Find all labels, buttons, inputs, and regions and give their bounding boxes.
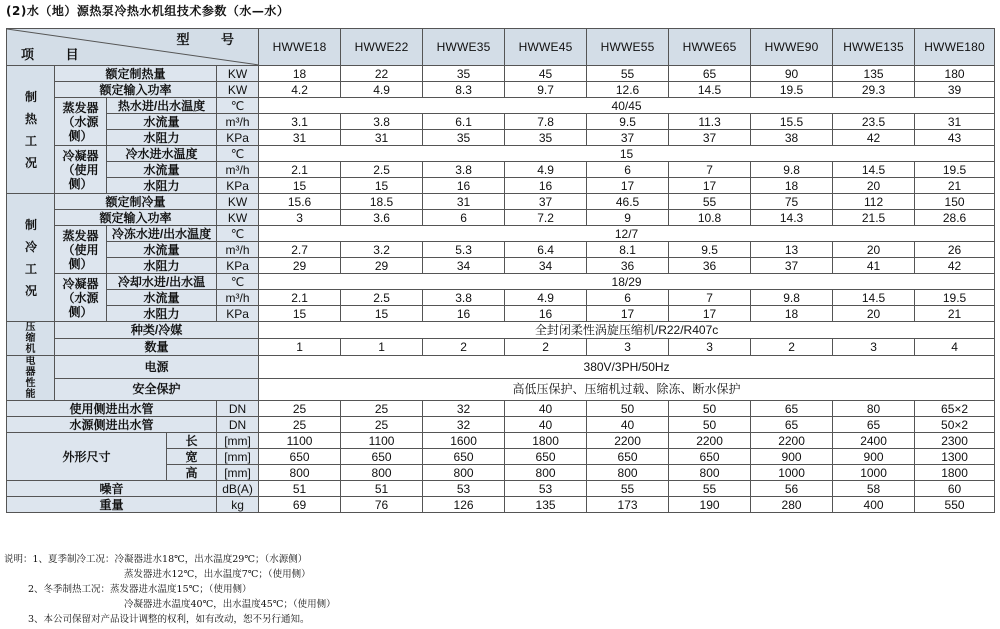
value-cell: 173 [587, 497, 669, 513]
value-cell: 17 [669, 306, 751, 322]
value-cell: 31 [915, 114, 995, 130]
value-cell: 2300 [915, 433, 995, 449]
row-label: 使用侧进出水管 [7, 401, 217, 417]
value-cell: 3.8 [341, 114, 423, 130]
value-cell: 900 [751, 449, 833, 465]
row-label: 高 [167, 465, 217, 481]
table-row [7, 417, 995, 433]
value-cell: 550 [915, 497, 995, 513]
row-label: 外形尺寸 [7, 433, 167, 481]
value-cell: 14.3 [751, 210, 833, 226]
value-cell: 2 [751, 339, 833, 356]
cool-rated-row [7, 194, 995, 210]
unit-cell: [mm] [217, 449, 259, 465]
row-label: 水流量 [107, 290, 217, 306]
value-cell: 1800 [915, 465, 995, 481]
value-cell: 3 [259, 210, 341, 226]
value-cell: 18 [751, 178, 833, 194]
model-header: HWWE35 [423, 29, 505, 66]
value-cell: 2.5 [341, 162, 423, 178]
value-cell: 3.8 [423, 290, 505, 306]
unit-cell: KW [217, 66, 259, 82]
span-value-cell: 高低压保护、压缩机过载、除冻、断水保护 [259, 378, 995, 401]
table-row [7, 98, 995, 114]
value-cell: 126 [423, 497, 505, 513]
value-cell: 69 [259, 497, 341, 513]
value-cell: 18 [259, 66, 341, 82]
value-cell: 53 [423, 481, 505, 497]
value-cell: 75 [751, 194, 833, 210]
model-header: HWWE55 [587, 29, 669, 66]
table-row [7, 339, 995, 356]
notes [4, 552, 336, 627]
value-cell: 135 [505, 497, 587, 513]
table-row [7, 497, 995, 513]
value-cell: 190 [669, 497, 751, 513]
row-label: 水流量 [107, 114, 217, 130]
value-cell: 25 [341, 417, 423, 433]
value-cell: 32 [423, 401, 505, 417]
value-cell: 800 [505, 465, 587, 481]
value-cell: 40 [505, 401, 587, 417]
value-cell: 35 [423, 130, 505, 146]
unit-cell: m³/h [217, 290, 259, 306]
table-row [7, 130, 995, 146]
unit-cell: KPa [217, 258, 259, 274]
value-cell: 29.3 [833, 82, 915, 98]
table-row [7, 306, 995, 322]
table-row [7, 178, 995, 194]
value-cell: 16 [423, 178, 505, 194]
heat-power-row [7, 82, 995, 98]
value-cell: 55 [587, 66, 669, 82]
table-row [7, 258, 995, 274]
table-row [7, 378, 995, 401]
value-cell: 17 [587, 306, 669, 322]
unit-cell: ℃ [217, 98, 259, 114]
value-cell: 1600 [423, 433, 505, 449]
value-cell: 9 [587, 210, 669, 226]
value-cell: 6 [423, 210, 505, 226]
value-cell: 180 [915, 66, 995, 82]
value-cell: 8.1 [587, 242, 669, 258]
row-label: 噪音 [7, 481, 217, 497]
table-row [7, 242, 995, 258]
unit-cell: [mm] [217, 465, 259, 481]
note-1a: 说明：1、夏季制冷工况：冷凝器进水18℃，出水温度29℃；（水源侧） [4, 554, 308, 565]
value-cell: 650 [341, 449, 423, 465]
sub-group-label: 蒸发器（使用侧） [55, 226, 107, 274]
value-cell: 50 [669, 401, 751, 417]
unit-cell: m³/h [217, 162, 259, 178]
value-cell: 35 [505, 130, 587, 146]
spec-table [6, 28, 995, 513]
value-cell: 21.5 [833, 210, 915, 226]
value-cell: 34 [505, 258, 587, 274]
value-cell: 53 [505, 481, 587, 497]
value-cell: 36 [587, 258, 669, 274]
unit-cell: KW [217, 210, 259, 226]
value-cell: 11.3 [669, 114, 751, 130]
value-cell: 36 [669, 258, 751, 274]
row-label: 水阻力 [107, 258, 217, 274]
unit-cell: ℃ [217, 274, 259, 290]
heat-rated-row [7, 66, 995, 82]
value-cell: 5.3 [423, 242, 505, 258]
value-cell: 9.5 [669, 242, 751, 258]
value-cell: 42 [915, 258, 995, 274]
header-corner [7, 29, 259, 66]
value-cell: 6 [587, 290, 669, 306]
value-cell: 19.5 [915, 290, 995, 306]
row-label: 水阻力 [107, 130, 217, 146]
model-header: HWWE18 [259, 29, 341, 66]
category-electrical: 电器性能 [7, 356, 55, 401]
value-cell: 50 [669, 417, 751, 433]
value-cell: 7.8 [505, 114, 587, 130]
value-cell: 18 [751, 306, 833, 322]
row-label: 额定制热量 [55, 66, 217, 82]
page-title: (2)水（地）源热泵冷热水机组技术参数（水—水） [6, 4, 290, 18]
value-cell: 14.5 [669, 82, 751, 98]
value-cell: 20 [833, 242, 915, 258]
row-label: 冷却水进/出水温 [107, 274, 217, 290]
value-cell: 34 [423, 258, 505, 274]
value-cell: 19.5 [751, 82, 833, 98]
unit-cell: DN [217, 417, 259, 433]
value-cell: 19.5 [915, 162, 995, 178]
note-2a: 2、冬季制热工况：蒸发器进水温度15℃；（使用侧） [28, 584, 252, 595]
span-value-cell: 全封闭柔性涡旋压缩机/R22/R407c [259, 322, 995, 339]
row-label: 水阻力 [107, 178, 217, 194]
value-cell: 65 [669, 66, 751, 82]
unit-cell: dB(A) [217, 481, 259, 497]
span-value-cell: 15 [259, 146, 995, 162]
value-cell: 15.5 [751, 114, 833, 130]
value-cell: 1000 [751, 465, 833, 481]
value-cell: 3.6 [341, 210, 423, 226]
value-cell: 21 [915, 178, 995, 194]
sub-group-label: 冷凝器（水源侧） [55, 274, 107, 322]
value-cell: 7 [669, 162, 751, 178]
row-label: 额定制冷量 [55, 194, 217, 210]
value-cell: 800 [341, 465, 423, 481]
value-cell: 16 [505, 306, 587, 322]
span-value-cell: 380V/3PH/50Hz [259, 356, 995, 379]
value-cell: 43 [915, 130, 995, 146]
row-label: 宽 [167, 449, 217, 465]
value-cell: 58 [833, 481, 915, 497]
value-cell: 60 [915, 481, 995, 497]
note-1b: 蒸发器进水12℃，出水温度7℃；（使用侧） [124, 569, 311, 580]
row-label: 额定输入功率 [55, 210, 217, 226]
value-cell: 65 [833, 417, 915, 433]
value-cell: 4.2 [259, 82, 341, 98]
note-2b: 冷凝器进水温度40℃，出水温度45℃；（使用侧） [124, 599, 336, 610]
value-cell: 17 [587, 178, 669, 194]
value-cell: 25 [259, 401, 341, 417]
value-cell: 1000 [833, 465, 915, 481]
value-cell: 37 [587, 130, 669, 146]
value-cell: 135 [833, 66, 915, 82]
unit-cell: m³/h [217, 114, 259, 130]
span-value-cell: 18/29 [259, 274, 995, 290]
category-compressor: 压缩机 [7, 322, 55, 356]
value-cell: 65×2 [915, 401, 995, 417]
value-cell: 2.1 [259, 290, 341, 306]
value-cell: 3 [833, 339, 915, 356]
row-label: 水源侧进出水管 [7, 417, 217, 433]
value-cell: 2200 [587, 433, 669, 449]
value-cell: 2.5 [341, 290, 423, 306]
value-cell: 31 [423, 194, 505, 210]
row-label: 额定输入功率 [55, 82, 217, 98]
value-cell: 6.1 [423, 114, 505, 130]
value-cell: 650 [505, 449, 587, 465]
table-row [7, 162, 995, 178]
value-cell: 800 [669, 465, 751, 481]
value-cell: 25 [259, 417, 341, 433]
value-cell: 8.3 [423, 82, 505, 98]
value-cell: 50 [587, 401, 669, 417]
unit-cell: KW [217, 194, 259, 210]
value-cell: 16 [505, 178, 587, 194]
value-cell: 23.5 [833, 114, 915, 130]
model-header: HWWE135 [833, 29, 915, 66]
row-label: 长 [167, 433, 217, 449]
table-row [7, 290, 995, 306]
row-label: 水流量 [107, 162, 217, 178]
value-cell: 4 [915, 339, 995, 356]
model-header: HWWE22 [341, 29, 423, 66]
value-cell: 20 [833, 178, 915, 194]
row-label: 水流量 [107, 242, 217, 258]
value-cell: 38 [751, 130, 833, 146]
value-cell: 2200 [669, 433, 751, 449]
value-cell: 4.9 [341, 82, 423, 98]
header-item-label: 项 目 [21, 47, 93, 62]
value-cell: 1800 [505, 433, 587, 449]
value-cell: 22 [341, 66, 423, 82]
value-cell: 9.8 [751, 162, 833, 178]
header-row [7, 29, 995, 66]
unit-cell: [mm] [217, 433, 259, 449]
table-row [7, 274, 995, 290]
value-cell: 650 [669, 449, 751, 465]
value-cell: 17 [669, 178, 751, 194]
row-label: 热水进/出水温度 [107, 98, 217, 114]
value-cell: 112 [833, 194, 915, 210]
value-cell: 16 [423, 306, 505, 322]
value-cell: 37 [505, 194, 587, 210]
value-cell: 55 [669, 481, 751, 497]
table-row [7, 481, 995, 497]
value-cell: 9.5 [587, 114, 669, 130]
value-cell: 37 [669, 130, 751, 146]
value-cell: 31 [259, 130, 341, 146]
value-cell: 76 [341, 497, 423, 513]
value-cell: 40 [505, 417, 587, 433]
value-cell: 7 [669, 290, 751, 306]
table-row [7, 401, 995, 417]
value-cell: 800 [259, 465, 341, 481]
row-label: 电源 [55, 356, 259, 379]
unit-cell: ℃ [217, 146, 259, 162]
value-cell: 7.2 [505, 210, 587, 226]
value-cell: 2 [505, 339, 587, 356]
value-cell: 51 [259, 481, 341, 497]
unit-cell: KPa [217, 178, 259, 194]
sub-group-label: 蒸发器（水源侧） [55, 98, 107, 146]
value-cell: 4.9 [505, 162, 587, 178]
table-row [7, 226, 995, 242]
value-cell: 56 [751, 481, 833, 497]
value-cell: 9.8 [751, 290, 833, 306]
value-cell: 15 [259, 306, 341, 322]
value-cell: 45 [505, 66, 587, 82]
value-cell: 50×2 [915, 417, 995, 433]
value-cell: 13 [751, 242, 833, 258]
row-label: 数量 [55, 339, 259, 356]
table-row [7, 356, 995, 379]
model-header: HWWE180 [915, 29, 995, 66]
unit-cell: ℃ [217, 226, 259, 242]
value-cell: 3 [669, 339, 751, 356]
value-cell: 800 [423, 465, 505, 481]
row-label: 冷冻水进/出水温度 [107, 226, 217, 242]
value-cell: 6.4 [505, 242, 587, 258]
value-cell: 65 [751, 401, 833, 417]
category-cooling: 制冷工况 [7, 194, 55, 322]
value-cell: 15 [341, 178, 423, 194]
value-cell: 39 [915, 82, 995, 98]
value-cell: 10.8 [669, 210, 751, 226]
value-cell: 12.6 [587, 82, 669, 98]
model-header: HWWE45 [505, 29, 587, 66]
value-cell: 40 [587, 417, 669, 433]
table-row [7, 210, 995, 226]
value-cell: 650 [587, 449, 669, 465]
value-cell: 31 [341, 130, 423, 146]
value-cell: 1100 [341, 433, 423, 449]
table-row [7, 114, 995, 130]
unit-cell: KW [217, 82, 259, 98]
value-cell: 18.5 [341, 194, 423, 210]
value-cell: 3.2 [341, 242, 423, 258]
row-label: 种类/冷媒 [55, 322, 259, 339]
span-value-cell: 40/45 [259, 98, 995, 114]
value-cell: 35 [423, 66, 505, 82]
value-cell: 14.5 [833, 290, 915, 306]
table-row [7, 433, 995, 449]
value-cell: 150 [915, 194, 995, 210]
value-cell: 29 [259, 258, 341, 274]
value-cell: 25 [341, 401, 423, 417]
value-cell: 2.7 [259, 242, 341, 258]
value-cell: 46.5 [587, 194, 669, 210]
value-cell: 1300 [915, 449, 995, 465]
value-cell: 2 [423, 339, 505, 356]
value-cell: 15 [259, 178, 341, 194]
table-row [7, 146, 995, 162]
row-label: 水阻力 [107, 306, 217, 322]
value-cell: 15.6 [259, 194, 341, 210]
value-cell: 65 [751, 417, 833, 433]
value-cell: 1 [259, 339, 341, 356]
value-cell: 29 [341, 258, 423, 274]
table-row [7, 322, 995, 339]
value-cell: 4.9 [505, 290, 587, 306]
value-cell: 900 [833, 449, 915, 465]
value-cell: 800 [587, 465, 669, 481]
unit-cell: KPa [217, 306, 259, 322]
value-cell: 3 [587, 339, 669, 356]
unit-cell: kg [217, 497, 259, 513]
unit-cell: KPa [217, 130, 259, 146]
value-cell: 37 [751, 258, 833, 274]
model-header: HWWE65 [669, 29, 751, 66]
value-cell: 90 [751, 66, 833, 82]
model-header: HWWE90 [751, 29, 833, 66]
value-cell: 32 [423, 417, 505, 433]
value-cell: 400 [833, 497, 915, 513]
value-cell: 14.5 [833, 162, 915, 178]
value-cell: 51 [341, 481, 423, 497]
value-cell: 80 [833, 401, 915, 417]
row-label: 重量 [7, 497, 217, 513]
row-label: 安全保护 [55, 378, 259, 401]
value-cell: 2400 [833, 433, 915, 449]
value-cell: 650 [423, 449, 505, 465]
value-cell: 3.8 [423, 162, 505, 178]
value-cell: 26 [915, 242, 995, 258]
unit-cell: DN [217, 401, 259, 417]
category-heating: 制热工况 [7, 66, 55, 194]
value-cell: 55 [669, 194, 751, 210]
value-cell: 42 [833, 130, 915, 146]
value-cell: 15 [341, 306, 423, 322]
value-cell: 2200 [751, 433, 833, 449]
value-cell: 55 [587, 481, 669, 497]
note-3: 3、本公司保留对产品设计调整的权利，如有改动，恕不另行通知。 [28, 614, 310, 625]
sub-group-label: 冷凝器（使用侧） [55, 146, 107, 194]
value-cell: 3.1 [259, 114, 341, 130]
unit-cell: m³/h [217, 242, 259, 258]
value-cell: 21 [915, 306, 995, 322]
row-label: 冷水进水温度 [107, 146, 217, 162]
span-value-cell: 12/7 [259, 226, 995, 242]
value-cell: 28.6 [915, 210, 995, 226]
value-cell: 2.1 [259, 162, 341, 178]
value-cell: 1100 [259, 433, 341, 449]
value-cell: 1 [341, 339, 423, 356]
value-cell: 20 [833, 306, 915, 322]
value-cell: 280 [751, 497, 833, 513]
header-model-label: 型 号 [176, 32, 249, 47]
value-cell: 41 [833, 258, 915, 274]
value-cell: 9.7 [505, 82, 587, 98]
value-cell: 650 [259, 449, 341, 465]
value-cell: 6 [587, 162, 669, 178]
